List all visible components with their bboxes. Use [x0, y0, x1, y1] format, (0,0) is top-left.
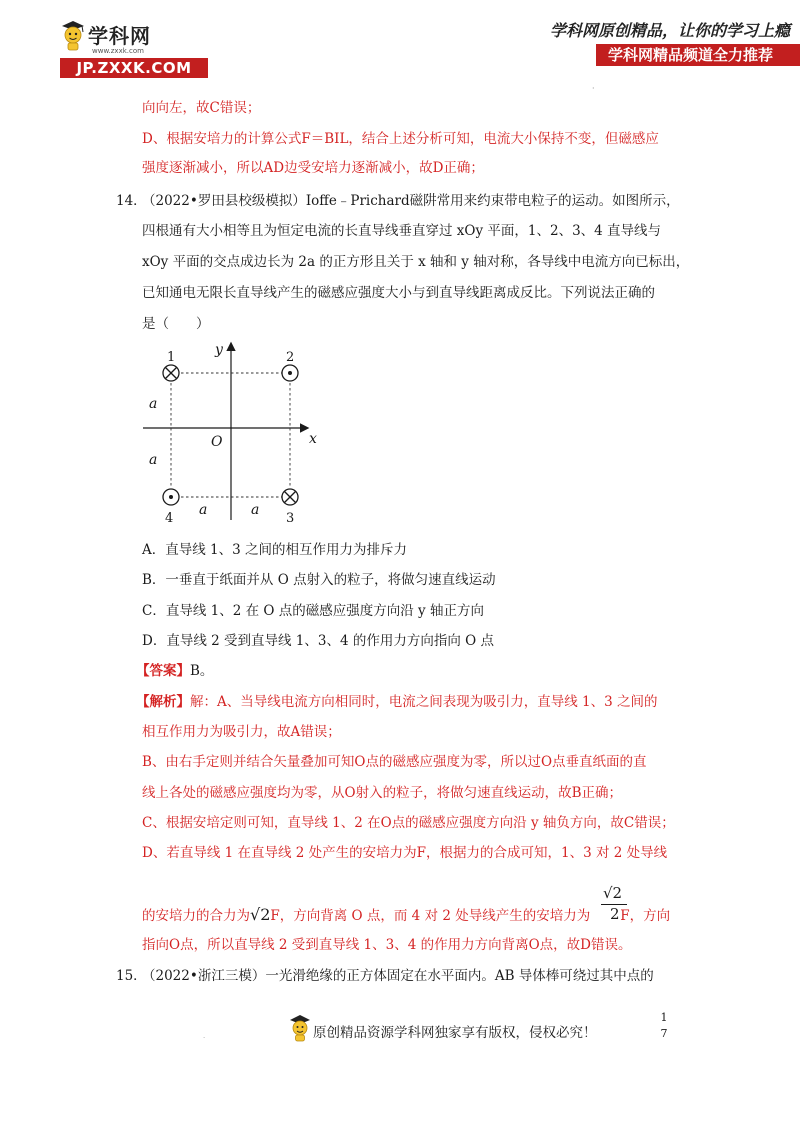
fraction-denominator: 2: [610, 905, 620, 923]
option-d[interactable]: D．直导线 2 受到直导线 1、3、4 的作用力方向指向 O 点: [142, 633, 494, 649]
footer-copyright: 原创精品资源学科网独家享有版权，侵权必究！: [313, 1025, 597, 1041]
wire-1-into-icon: [163, 365, 179, 381]
footer-dot: ·: [203, 1034, 206, 1042]
analysis-tag: 【解析】: [136, 694, 190, 710]
analysis-line-3: B、由右手定则并结合矢量叠加可知O点的磁感应强度为零，所以过O点垂直纸面的直: [142, 754, 647, 770]
analysis-text-1: 解：A、当导线电流方向相同时，电流之间表现为吸引力，直导线 1、3 之间的: [190, 694, 658, 710]
answer-line: [136, 661, 213, 681]
wire-4-label: 4: [165, 511, 174, 525]
question-14-line-4: 已知通电无限长直导线产生的磁感应强度大小与到直导线距离成反比。下列说法正确的: [142, 285, 655, 301]
brand-bar: JP.ZXXK.COM: [60, 58, 208, 78]
analysis-text-7b: F，方向背离 O 点，而 4 对 2 处导线产生的安培力为: [270, 908, 591, 924]
analysis-line-7: [142, 905, 670, 926]
answer-value: B。: [190, 663, 214, 679]
page-number-bottom: 7: [660, 1027, 668, 1040]
footer-mascot-icon: [289, 1012, 311, 1042]
header-dot: ·: [592, 84, 595, 93]
option-a[interactable]: A．直导线 1、3 之间的相互作用力为排斥力: [142, 542, 408, 558]
analysis-line-2: 相互作用力为吸引力，故A错误；: [142, 724, 341, 740]
sqrt-two: √2: [250, 905, 271, 924]
a-upper-label: a: [149, 396, 158, 412]
question-15-number: 15．: [116, 968, 147, 984]
question-14-number: 14．: [116, 193, 147, 209]
question-14-line-2: 四根通有大小相等且为恒定电流的长直导线垂直穿过 xOy 平面，1、2、3、4 直导线与: [142, 223, 662, 239]
header-slogan: 学科网原创精品，让你的学习上瘾: [550, 21, 791, 40]
wire-2-label: 2: [286, 350, 295, 365]
brand-url: www.zxxk.com: [92, 47, 144, 55]
question-14-line-1: （2022•罗田县校级模拟）Ioffe﹣Prichard磁阱常用来约束带电粒子的运动。如图所示，: [142, 193, 680, 209]
wire-1-label: 1: [167, 350, 176, 365]
wire-3-label: 3: [286, 511, 295, 525]
wire-3-into-icon: [282, 489, 298, 505]
analysis-line-5: C、根据安培定则可知，直导线 1、2 在O点的磁感应强度方向沿 y 轴负方向，故C错误；: [142, 815, 675, 831]
wire-4-out-icon: [163, 489, 179, 505]
option-b[interactable]: B．一垂直于纸面并从 O 点射入的粒子，将做匀速直线运动: [142, 572, 496, 588]
brand-name: 学科网: [88, 23, 151, 48]
brand-logo[interactable]: [60, 14, 210, 76]
question-14-line-3: xOy 平面的交点成边长为 2a 的正方形且关于 x 轴和 y 轴对称，各导线中电流方向已标出，: [142, 254, 690, 270]
analysis-text-7c: F，方向: [620, 908, 671, 924]
a-lower-label: a: [149, 452, 158, 468]
analysis-text-7a: 的安培力的合力为: [142, 908, 250, 924]
question-14-line-5: 是（ ）: [142, 316, 210, 332]
question-15-line-1: （2022•浙江三模）一光滑绝缘的正方体固定在水平面内。AB 导体棒可绕过其中点的: [142, 968, 654, 984]
a-bottom-right-label: a: [251, 502, 260, 518]
prev-answer-line-1: 向向左，故C错误；: [142, 100, 261, 116]
analysis-line-1: [136, 692, 658, 712]
wire-2-out-icon: [282, 365, 298, 381]
wire-diagram: [143, 340, 323, 525]
mascot-icon: [60, 17, 86, 51]
answer-tag: 【答案】: [136, 663, 190, 679]
option-c[interactable]: C．直导线 1、2 在 O 点的磁感应强度方向沿 y 轴正方向: [142, 603, 484, 619]
prev-answer-line-3: 强度逐渐减小，所以AD边受安培力逐渐减小，故D正确；: [142, 160, 484, 176]
analysis-line-6: D、若直导线 1 在直导线 2 处产生的安培力为F，根据力的合成可知，1、3 对 2 处导线: [142, 845, 668, 861]
page-number-top: 1: [660, 1011, 668, 1024]
prev-answer-line-2: D、根据安培力的计算公式F＝BIL，结合上述分析可知，电流大小保持不变，但磁感应: [142, 131, 659, 147]
analysis-line-8: 指向O点，所以直导线 2 受到直导线 1、3、4 的作用力方向背离O点，故D错误。: [142, 937, 632, 953]
x-axis-label: x: [309, 431, 317, 447]
y-axis-label: y: [215, 342, 223, 358]
analysis-line-4: 线上各处的磁感应强度均为零，从O射入的粒子，将做匀速直线运动，故B正确；: [142, 785, 622, 801]
a-bottom-left-label: a: [199, 502, 208, 518]
header-channel-banner[interactable]: 学科网精品频道全力推荐: [596, 44, 800, 66]
fraction-numerator: √2: [603, 884, 623, 902]
page-number: [658, 1010, 670, 1042]
origin-label: O: [211, 434, 223, 450]
